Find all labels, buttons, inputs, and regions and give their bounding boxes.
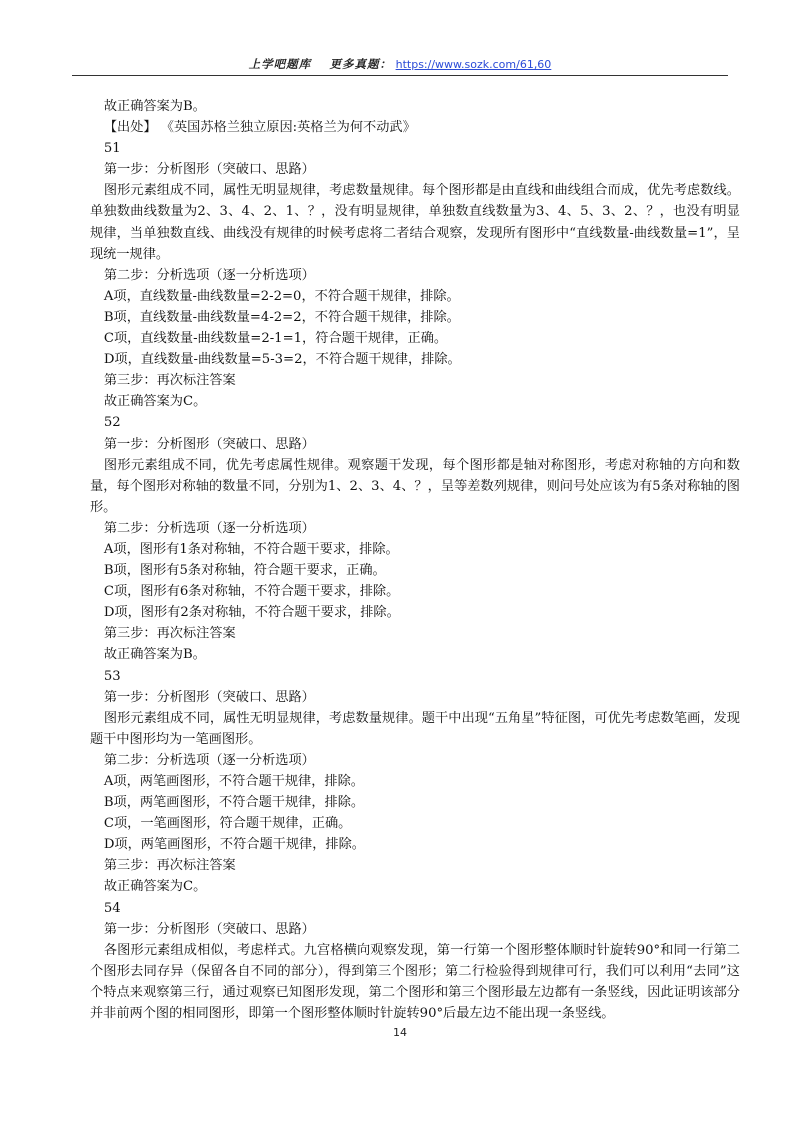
- document-body: [90, 96, 740, 1024]
- answer-line: 故正确答案为B。: [103, 647, 206, 663]
- option-line: B项，图形有5条对称轴，符合题干要求，正确。: [103, 563, 386, 579]
- header-link[interactable]: https://www.sozk.com/61,60: [395, 58, 552, 71]
- step-heading: 第三步：再次标注答案: [103, 626, 236, 642]
- option-line: D项，图形有2条对称轴，不符合题干要求，排除。: [103, 605, 400, 621]
- analysis-paragraph: 图形元素组成不同，属性无明显规律，考虑数量规律。每个图形都是由直线和曲线组合而成，优先考虑数线。单独数曲线数量为2、3、4、2、1、？，没有明显规律，单独数直线数量为3、4、5、3、2、？，也没有明显规律，当单独数直线、曲线没有规律的时候考虑将二者结合观察，发现所有图形中“直线数量-曲线数量=1”，呈现统一规律。: [90, 183, 740, 262]
- step-heading: 第一步：分析图形（突破口、思路）: [103, 162, 315, 178]
- step-heading: 第二步：分析选项（逐一分析选项）: [103, 752, 315, 768]
- analysis-paragraph: 图形元素组成不同，优先考虑属性规律。观察题干发现，每个图形都是轴对称图形，考虑对称轴的方向和数量，每个图形对称轴的数量不同，分别为1、2、3、4、？，呈等差数列规律，则问号处应该为有5条对称轴的图形。: [90, 457, 740, 515]
- option-line: C项，图形有6条对称轴，不符合题干要求，排除。: [103, 584, 400, 600]
- page-number: 14: [393, 1026, 407, 1039]
- option-line: C项，一笔画图形，符合题干规律，正确。: [103, 816, 352, 832]
- option-line: B项，直线数量-曲线数量=4-2=2，不符合题干规律，排除。: [103, 309, 460, 325]
- question-number: 52: [103, 415, 121, 431]
- option-line: C项，直线数量-曲线数量=2-1=1，符合题干规律，正确。: [103, 331, 448, 347]
- header-more-label: 更多真题：: [329, 57, 392, 71]
- option-line: A项，直线数量-曲线数量=2-2=0，不符合题干规律，排除。: [103, 288, 460, 304]
- step-heading: 第三步：再次标注答案: [103, 858, 236, 874]
- header-brand: 上学吧题库: [248, 57, 312, 71]
- option-line: A项，两笔画图形，不符合题干规律，排除。: [103, 774, 364, 789]
- option-line: D项，两笔画图形，不符合题干规律，排除。: [103, 837, 365, 853]
- header-divider: [72, 75, 728, 76]
- answer-line: 故正确答案为B。: [103, 99, 206, 114]
- analysis-paragraph: 各图形元素组成相似，考虑样式。九宫格横向观察发现，第一行第一个图形整体顺时针旋转90°和同一行第二个图形去同存异（保留各自不同的部分），得到第三个图形；第二行检验得到规律可行，我们可以利用“去同”这个特点来观察第三行，通过观察已知图形发现，第二个图形和第三个图形最左边都有一条竖线，因此证明该部分并非前两个图的相同图形，即第一个图形整体顺时针旋转90°后最左边不能出现一条竖线。: [90, 942, 740, 1022]
- option-line: D项，直线数量-曲线数量=5-3=2，不符合题干规律，排除。: [103, 352, 461, 368]
- option-line: A项，图形有1条对称轴，不符合题干要求，排除。: [103, 541, 399, 557]
- answer-line: 故正确答案为C。: [103, 394, 207, 410]
- question-number: 53: [103, 668, 121, 684]
- question-number: 54: [103, 900, 121, 916]
- step-heading: 第三步：再次标注答案: [103, 373, 236, 389]
- answer-line: 故正确答案为C。: [103, 879, 207, 895]
- step-heading: 第一步：分析图形（突破口、思路）: [103, 436, 315, 452]
- option-line: B项，两笔画图形，不符合题干规律，排除。: [103, 795, 365, 811]
- question-number: 51: [103, 141, 121, 157]
- step-heading: 第二步：分析选项（逐一分析选项）: [103, 520, 315, 536]
- analysis-paragraph: 图形元素组成不同，属性无明显规律，考虑数量规律。题干中出现“五角星”特征图，可优先考虑数笔画，发现题干中图形均为一笔画图形。: [90, 710, 740, 747]
- source-line: 【出处】 《英国苏格兰独立原因:英格兰为何不动武》: [103, 120, 416, 136]
- step-heading: 第二步：分析选项（逐一分析选项）: [103, 267, 315, 283]
- step-heading: 第一步：分析图形（突破口、思路）: [103, 921, 315, 937]
- step-heading: 第一步：分析图形（突破口、思路）: [103, 689, 315, 705]
